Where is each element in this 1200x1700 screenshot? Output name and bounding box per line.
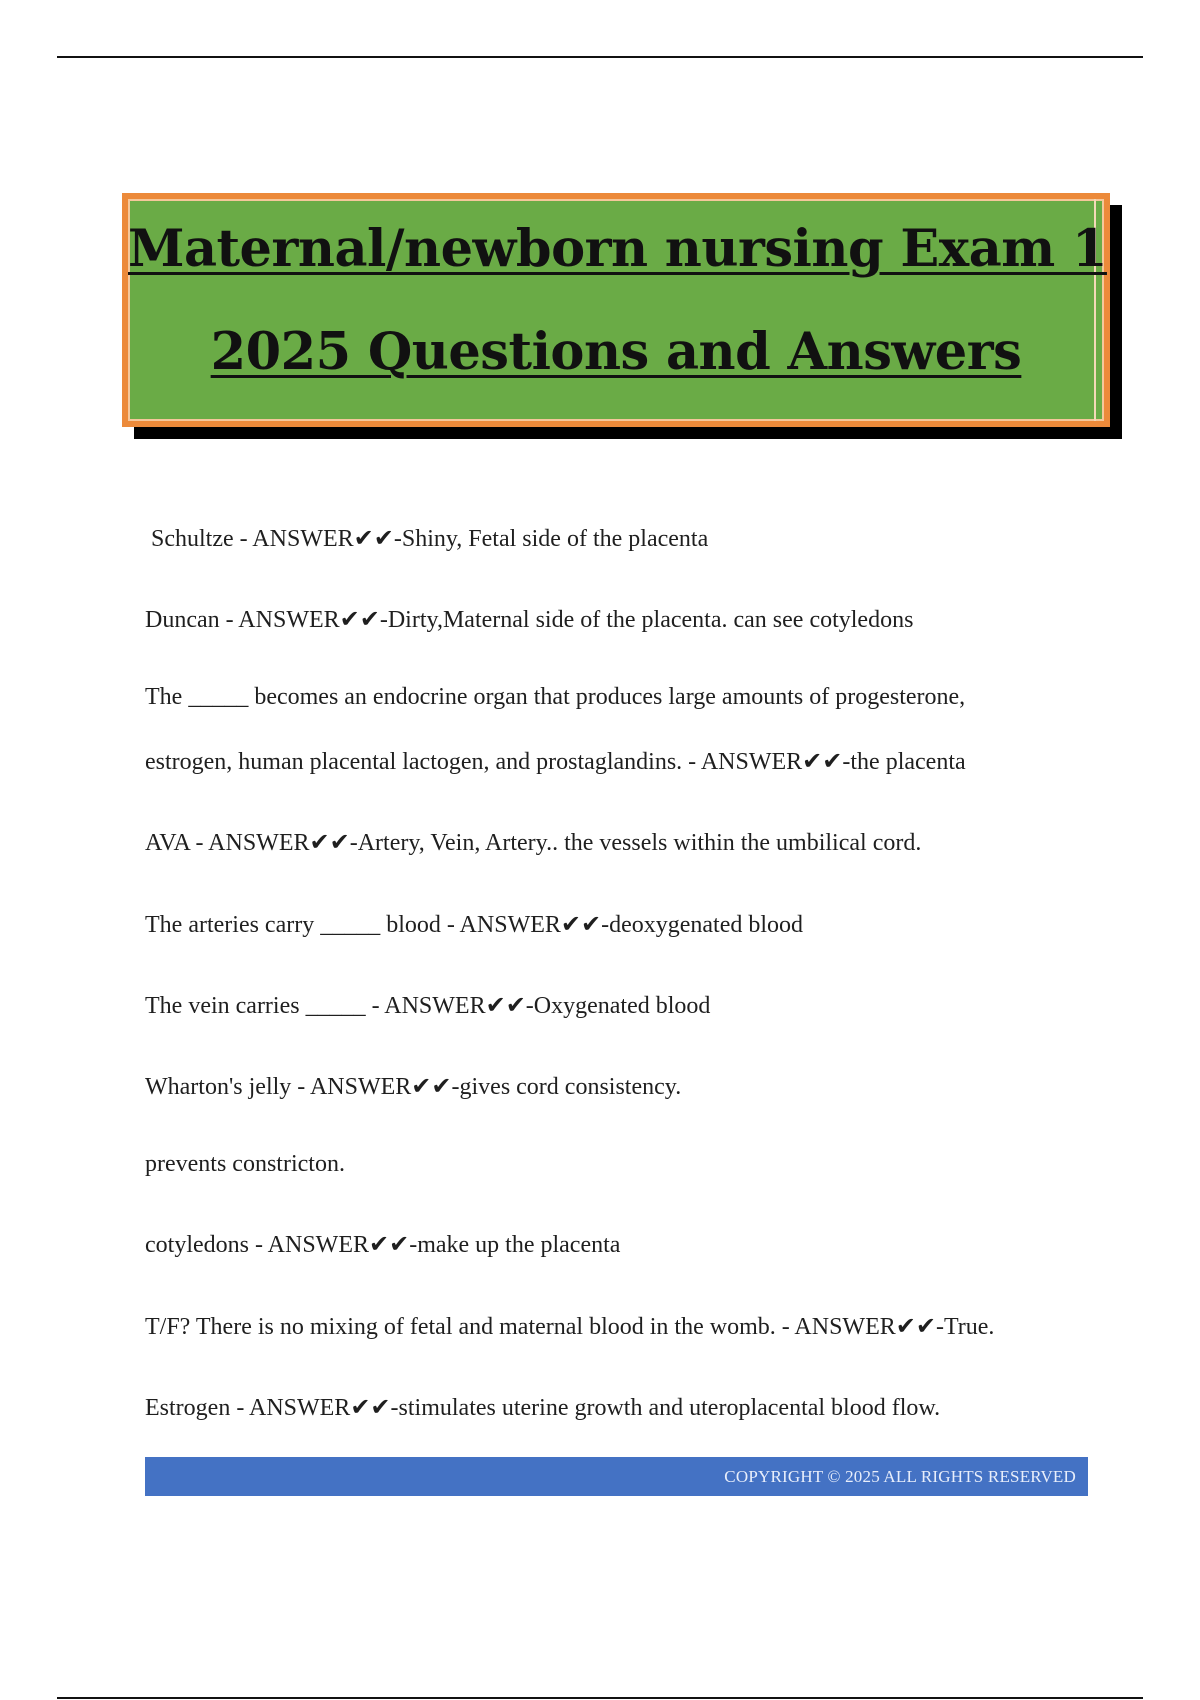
top-rule [57,56,1143,58]
qa-item-cotyledons: cotyledons - ANSWER✔✔-make up the placenta [145,1232,621,1258]
document-title-line-1: Maternal/newborn nursing Exam 1 [128,219,1107,279]
qa-item-whartons-jelly: Wharton's jelly - ANSWER✔✔-gives cord consistency. [145,1074,682,1100]
qa-item-true-false: T/F? There is no mixing of fetal and maternal blood in the womb. - ANSWER✔✔-True. [145,1314,995,1340]
qa-item-arteries: The arteries carry _____ blood - ANSWER✔✔-deoxygenated blood [145,912,804,938]
copyright-text: COPYRIGHT © 2025 ALL RIGHTS RESERVED [724,1467,1076,1486]
qa-item-whartons-jelly-cont: prevents constricton. [145,1151,345,1177]
qa-item-estrogen: Estrogen - ANSWER✔✔-stimulates uterine growth and uteroplacental blood flow. [145,1395,941,1421]
qa-item-vein: The vein carries _____ - ANSWER✔✔-Oxygenated blood [145,993,711,1019]
qa-item-duncan: Duncan - ANSWER✔✔-Dirty,Maternal side of the placenta. can see cotyledons [145,607,914,633]
qa-item-endocrine-organ-cont: estrogen, human placental lactogen, and prostaglandins. - ANSWER✔✔-the placenta [145,749,966,775]
qa-item-schultze: Schultze - ANSWER✔✔-Shiny, Fetal side of the placenta [145,526,709,552]
qa-item-endocrine-organ: The _____ becomes an endocrine organ that produces large amounts of progesterone, [145,684,966,710]
title-banner [122,193,1110,427]
copyright-bar [145,1457,1088,1496]
bottom-rule [57,1697,1143,1699]
document-title-line-2: 2025 Questions and Answers [210,322,1022,382]
qa-item-ava: AVA - ANSWER✔✔-Artery, Vein, Artery.. the vessels within the umbilical cord. [145,830,922,856]
